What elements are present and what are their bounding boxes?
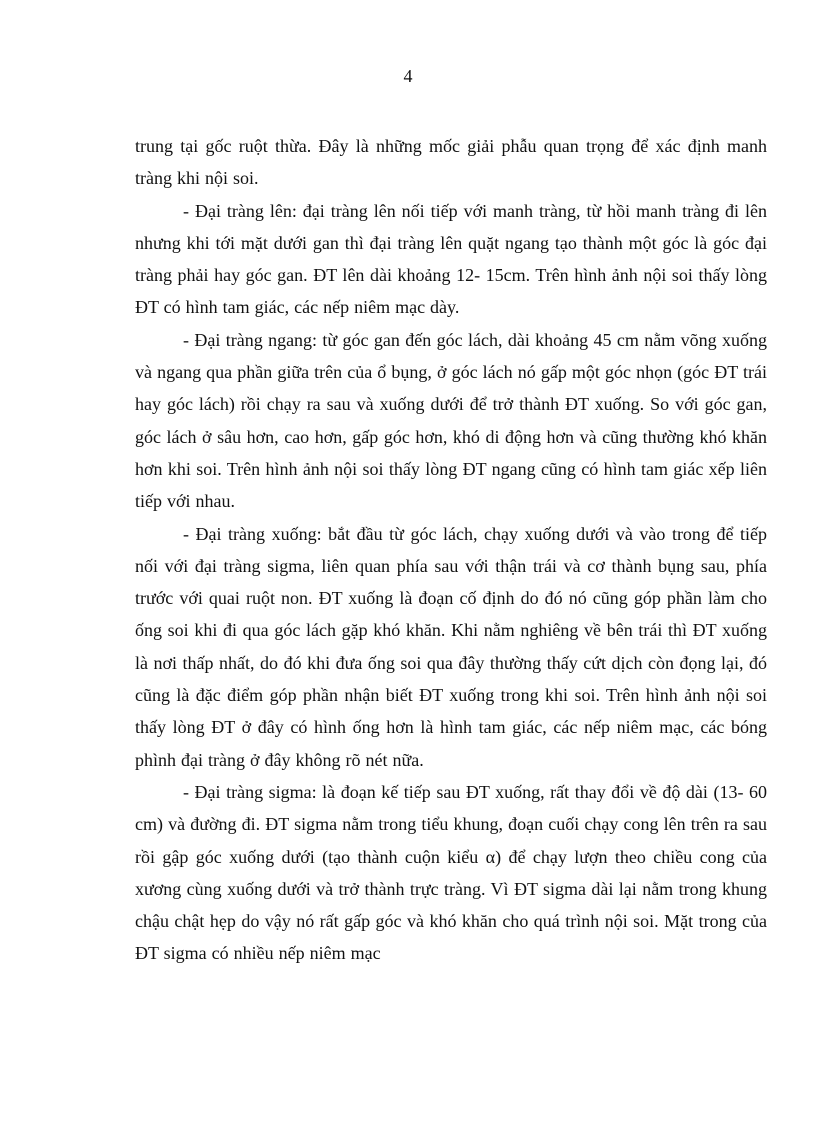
document-body — [135, 130, 767, 970]
page-number: 4 — [403, 66, 413, 86]
paragraph-ascending-colon: - Đại tràng lên: đại tràng lên nối tiếp với manh tràng, từ hồi manh tràng đi lên nhưng khi tới mặt dưới gan thì đại tràng lên quặt ngang tạo thành một góc là góc đại tràng phải hay góc gan. ĐT lên dài khoảng 12- 15cm. Trên hình ảnh nội soi thấy lòng ĐT có hình tam giác, các nếp niêm mạc dày. — [135, 200, 767, 318]
paragraph-transverse-colon: - Đại tràng ngang: từ góc gan đến góc lách, dài khoảng 45 cm nằm võng xuống và ngang qua phần giữa trên của ổ bụng, ở góc lách nó gấp một góc nhọn (góc ĐT trái hay góc lách) rồi chạy ra sau và xuống dưới để trở thành ĐT xuống. So với góc gan, góc lách ở sâu hơn, cao hơn, gấp góc hơn, khó di động hơn và cũng thường khó khăn hơn khi soi. Trên hình ảnh nội soi thấy lòng ĐT ngang cũng có hình tam giác xếp liên tiếp với nhau. — [135, 329, 767, 512]
paragraph-descending-colon: - Đại tràng xuống: bắt đầu từ góc lách, chạy xuống dưới và vào trong để tiếp nối với đại tràng sigma, liên quan phía sau với thận trái và cơ thành bụng sau, phía trước với quai ruột non. ĐT xuống là đoạn cố định do đó nó cũng góp phần làm cho ống soi khi đi qua góc lách gặp khó khăn. Khi nằm nghiêng về bên trái thì ĐT xuống là nơi thấp nhất, do đó khi đưa ống soi qua đây thường thấy cứt dịch còn đọng lại, đó cũng là đặc điểm góp phần nhận biết ĐT xuống trong khi soi. Trên hình ảnh nội soi thấy lòng ĐT ở đây có hình ống hơn là hình tam giác, các nếp niêm mạc, các bóng phình đại tràng ở đây không rõ nét nữa. — [135, 523, 767, 770]
paragraph-continuation: trung tại gốc ruột thừa. Đây là những mốc giải phẫu quan trọng để xác định manh tràng khi nội soi. — [135, 136, 767, 189]
paragraph-sigmoid-colon: - Đại tràng sigma: là đoạn kế tiếp sau ĐT xuống, rất thay đổi về độ dài (13- 60 cm) và đường đi. ĐT sigma nằm trong tiểu khung, đoạn cuối chạy cong lên trên ra sau rồi gập góc xuống dưới (tạo thành cuộn kiểu α) để chạy lượn theo chiều cong của xương cùng xuống dưới và trở thành trực tràng. Vì ĐT sigma dài lại nằm trong khung chậu chật hẹp do vậy nó rất gấp góc và khó khăn cho quá trình nội soi. Mặt trong của ĐT sigma có nhiều nếp niêm mạc — [135, 781, 767, 964]
